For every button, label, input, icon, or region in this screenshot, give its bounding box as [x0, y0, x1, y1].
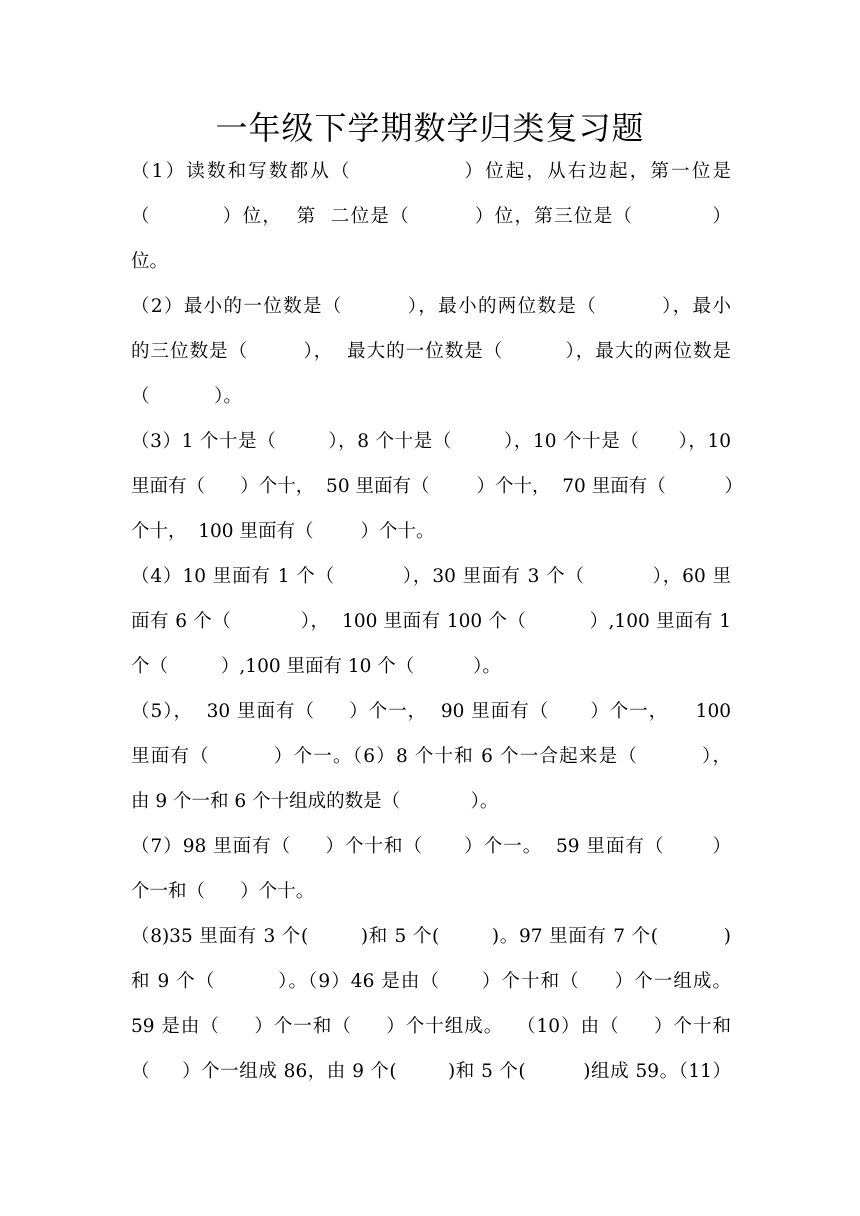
text-line: （ ）。 — [131, 386, 242, 407]
text-line: 个（ ）,100 里面有 10 个（ ）。 — [131, 656, 501, 677]
text-line: （1）读数和写数都从（ ）位起，从右边起，第一位是 — [131, 161, 731, 182]
text-line: 位。 — [131, 251, 169, 272]
text-line: （2）最小的一位数是（ ），最小的两位数是（ ），最小 — [131, 296, 731, 317]
text-line: （7）98 里面有（ ）个十和（ ）个一。 59 里面有（ ） — [131, 836, 731, 857]
text-line: 由 9 个一和 6 个十组成的数是（ ）。 — [131, 791, 499, 812]
text-line: 个一和（ ）个十。 — [131, 881, 315, 902]
text-line: 个十， 100 里面有（ ）个十。 — [131, 521, 435, 542]
text-line: 面有 6 个（ ）， 100 里面有 100 个（ ）,100 里面有 1 — [131, 611, 731, 632]
text-line: 里面有（ ）个一。（6）8 个十和 6 个一合起来是（ ）， — [131, 746, 731, 767]
text-line: （5）， 30 里面有（ ）个一， 90 里面有（ ）个一， 100 — [131, 701, 731, 722]
text-line: 和 9 个（ ）。（9）46 是由（ ）个十和（ ）个一组成。 — [131, 971, 731, 992]
text-line: （4）10 里面有 1 个（ ），30 里面有 3 个（ ），60 里 — [131, 566, 731, 587]
text-line: 59 是由（ ）个一和（ ）个十组成。 （10）由（ ）个十和 — [131, 1016, 731, 1037]
text-line: （3）1 个十是（ ），8 个十是（ ），10 个十是（ ），10 — [131, 431, 731, 452]
text-line: （ ）个一组成 86，由 9 个( )和 5 个( )组成 59。（11） — [131, 1061, 731, 1082]
text-line: （8)35 里面有 3 个( )和 5 个( )。97 里面有 7 个( ) — [131, 926, 731, 947]
text-line: 的三位数是（ ）， 最大的一位数是（ ），最大的两位数是 — [131, 341, 731, 362]
document-title: 一年级下学期数学归类复习题 — [215, 109, 645, 147]
text-line: 里面有（ ）个十， 50 里面有（ ）个十， 70 里面有（ ） — [131, 476, 744, 497]
text-line: （ ）位， 第 二位是（ ）位，第三位是（ ） — [131, 206, 731, 227]
